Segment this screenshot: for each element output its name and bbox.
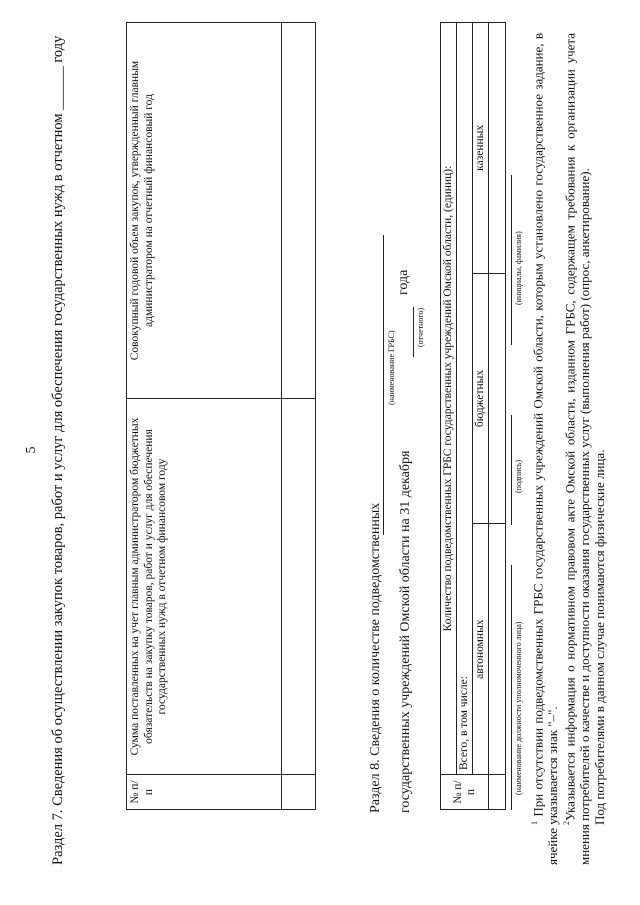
footnote-2: [560, 33, 592, 865]
page-number: 5: [24, 446, 39, 454]
table-cell: [489, 23, 506, 274]
total-label: Всего, в том числе:: [457, 23, 473, 775]
position-caption: (наименование должности уполномоченного лица): [514, 621, 523, 795]
table-row: [473, 23, 489, 810]
column-header-annual-volume: Совокупный годовой объем закупок, утвержденный главным администратором на отчетный финансовый год: [127, 23, 282, 399]
section7-table: [126, 22, 316, 810]
column-header-obligations: Сумма поставленных на учет главным администратором бюджетных обязательств на закупку товаров, работ и услуг для обеспечения государственных нужд в отчетном финансовом году: [127, 399, 282, 775]
grbs-name-caption: (наименование ГРБС): [387, 330, 396, 405]
year-caption: (отчетного): [416, 307, 425, 347]
table-cell: [282, 399, 316, 775]
table-row: [282, 23, 316, 810]
footnote-text: При отсутствии подведомственных ГРБС государственных учреждений Омской области, которым установлено государственное задание, в ячейке указывается знак "–".: [530, 32, 560, 865]
section8-table: [440, 22, 506, 810]
table-cell: [489, 273, 506, 524]
footnote-3: [593, 33, 608, 865]
section8-title: Раздел 8. Сведения о количестве подведомственных: [368, 502, 383, 813]
signature-line: [511, 415, 512, 525]
name-line: [511, 175, 512, 345]
footnote-1: [528, 33, 560, 865]
section8-subtitle: государственных учреждений Омской области на 31 декабря: [398, 450, 413, 813]
column-header-number: № п/п: [441, 775, 489, 810]
table-header-row: [441, 23, 457, 810]
year-word: года: [396, 269, 411, 295]
type-budget: бюджетных: [473, 273, 489, 524]
type-autonomous: автономных: [473, 524, 489, 775]
table-header-row: [127, 23, 282, 810]
column-header-count: Количество подведомственных ГРБС государственных учреждений Омской области, (единиц):: [441, 23, 457, 775]
year-line: [413, 307, 414, 357]
table-row: [457, 23, 473, 810]
footnotes: [528, 33, 607, 865]
footnote-text: Под потребителями в данном случае понимаются физические лица.: [591, 449, 607, 825]
table-cell: [282, 775, 316, 810]
signature-caption: (подпись): [514, 459, 523, 493]
table-cell: [282, 23, 316, 399]
footnote-text: Указывается информация о нормативном правовом акте Омской области, изданном ГРБС, содержащем требования к организации учета мнения потребителей о качестве и доступности оказания государственных услуг (выполнения работ) (опрос, анкетирование).: [562, 33, 593, 865]
type-treasury: казенных: [473, 23, 489, 274]
footnote-mark: 1: [530, 821, 539, 825]
position-line: [511, 565, 512, 810]
grbs-name-line: [383, 235, 384, 535]
table-cell: [489, 775, 506, 810]
column-header-number: № п/п: [127, 775, 282, 810]
footnote-mark: 2: [562, 821, 572, 825]
name-caption: (инициалы, фамилия): [514, 231, 523, 305]
section7-title: Раздел 7. Сведения об осуществлении закупок товаров, работ и услуг для обеспечения государственных нужд в отчетном ______ году: [50, 35, 66, 865]
table-row: [489, 23, 506, 810]
table-cell: [489, 524, 506, 775]
